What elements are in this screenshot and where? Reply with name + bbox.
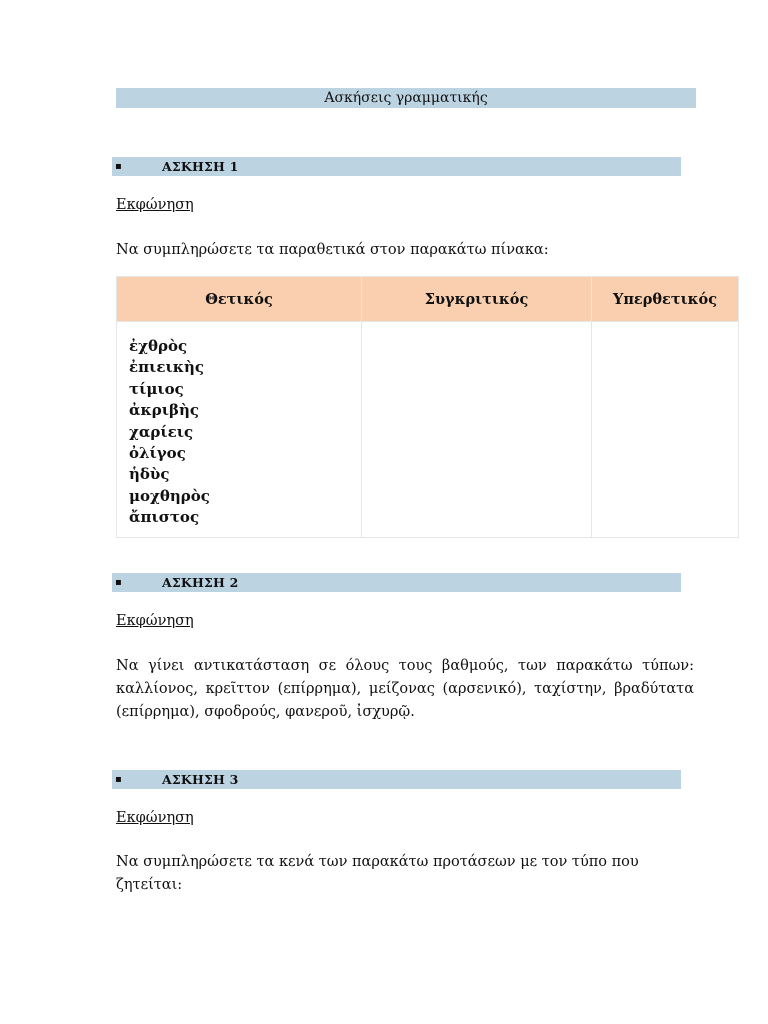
exercise-1-instruction: Να συμπληρώσετε τα παραθετικά στον παρακάτω πίνακα:: [116, 242, 549, 258]
document-title: Ασκήσεις γραμματικής: [116, 88, 696, 108]
word-item: τίμιος: [129, 379, 184, 398]
word-item: ὀλίγος: [129, 444, 186, 463]
exercise-1-heading: ΑΣΚΗΣΗ 1: [162, 159, 239, 174]
square-bullet-icon: ▪: [115, 161, 122, 172]
exercise-3-instruction: Να συμπληρώσετε τα κενά των παρακάτω προτάσεων με τον τύπο που ζητείται:: [116, 854, 639, 893]
table-row: [117, 322, 739, 538]
header-positive: Θετικός: [117, 277, 362, 322]
comparative-cell: [362, 322, 592, 538]
exercise-2-heading-bar: [112, 573, 681, 592]
table-header-row: [117, 277, 739, 322]
word-item: ἡδὺς: [129, 465, 170, 484]
exercise-3-heading: ΑΣΚΗΣΗ 3: [162, 772, 239, 787]
header-comparative: Συγκριτικός: [362, 277, 592, 322]
exercise-2-heading: ΑΣΚΗΣΗ 2: [162, 575, 239, 590]
positive-cell: [117, 322, 362, 538]
square-bullet-icon: ▪: [115, 577, 122, 588]
exercise-1-prompt-label: Εκφώνηση: [116, 197, 194, 213]
word-item: ἀκριβὴς: [129, 401, 200, 420]
header-superlative: Υπερθετικός: [592, 277, 739, 322]
word-item: ἐπιεικὴς: [129, 358, 205, 377]
exercise-3-prompt-label: Εκφώνηση: [116, 810, 194, 826]
degrees-table: [116, 276, 739, 538]
word-item: ἄπιστος: [129, 508, 200, 527]
exercise-3-heading-bar: [112, 770, 681, 789]
word-item: μοχθηρὸς: [129, 486, 210, 505]
word-item: χαρίεις: [129, 422, 194, 441]
superlative-cell: [592, 322, 739, 538]
exercise-2-instruction: Να γίνει αντικατάσταση σε όλους τους βαθμούς, των παρακάτω τύπων: καλλίονος, κρεῖττον (επίρρημα), μείζονας (αρσενικό), ταχίστην, βραδύτατα (επίρρημα), σφοδρούς, φανεροῦ, ἰσχυρῷ.: [116, 658, 694, 720]
square-bullet-icon: ▪: [115, 774, 122, 785]
exercise-2-prompt-label: Εκφώνηση: [116, 613, 194, 629]
exercise-1-heading-bar: [112, 157, 681, 176]
word-item: ἐχθρὸς: [129, 337, 188, 355]
